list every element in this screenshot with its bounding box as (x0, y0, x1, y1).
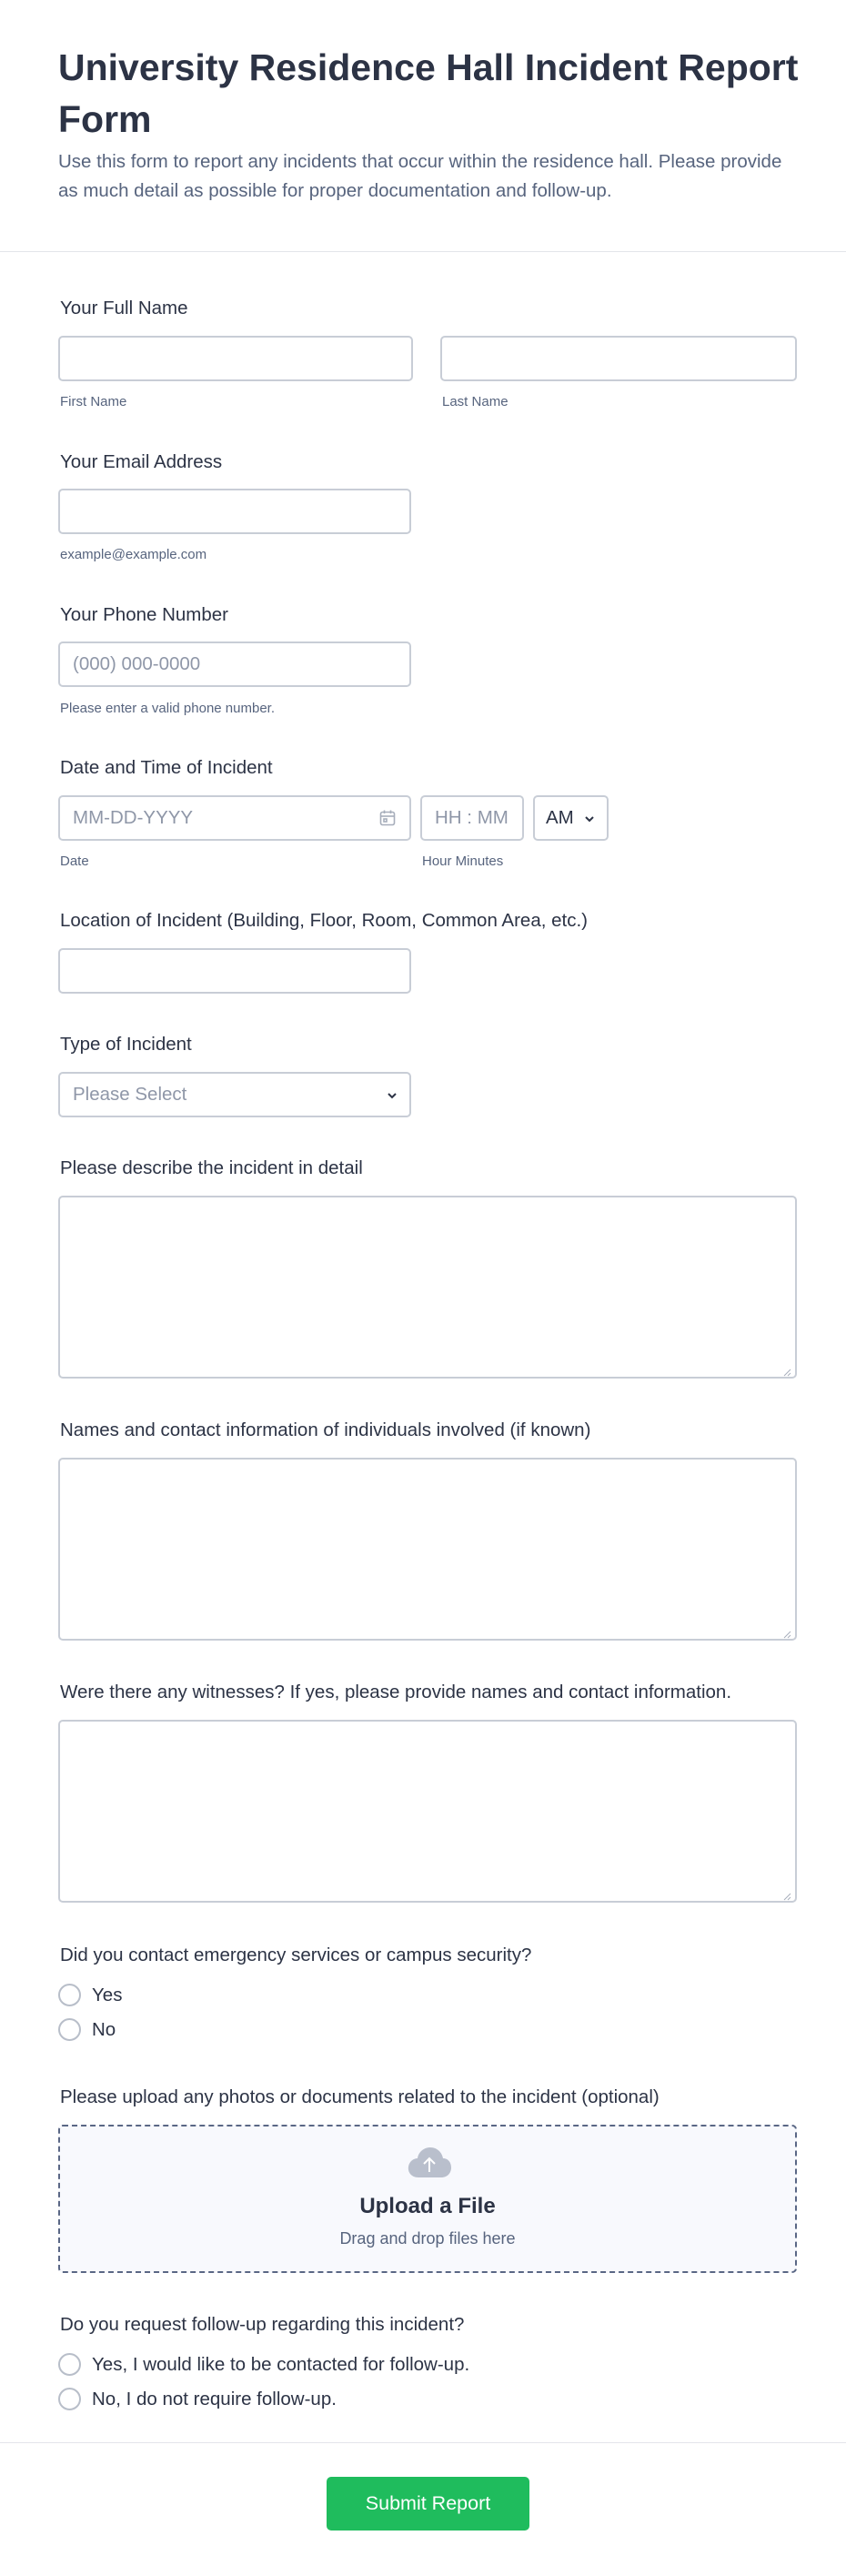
phone-sublabel: Please enter a valid phone number. (60, 701, 275, 716)
involved-textarea[interactable] (58, 1458, 797, 1641)
chevron-down-icon (583, 813, 596, 825)
resize-handle-icon[interactable] (783, 1627, 791, 1635)
date-sublabel: Date (60, 854, 89, 869)
time-placeholder: HH : MM (435, 807, 509, 828)
date-placeholder: MM-DD-YYYY (73, 807, 194, 828)
description-textarea[interactable] (58, 1196, 797, 1379)
last-name-input[interactable] (440, 336, 797, 381)
last-name-sublabel: Last Name (442, 394, 509, 409)
date-input[interactable] (58, 795, 411, 841)
upload-hint: Drag and drop files here (339, 2229, 516, 2248)
cloud-upload-icon (407, 2147, 452, 2179)
incident-type-label: Type of Incident (60, 1034, 192, 1055)
phone-label: Your Phone Number (60, 604, 229, 625)
file-upload-dropzone[interactable] (58, 2125, 797, 2273)
time-sublabel: Hour Minutes (422, 854, 504, 869)
followup-no-radio[interactable] (58, 2388, 81, 2410)
chevron-down-icon (386, 1089, 398, 1102)
followup-yes-radio[interactable] (58, 2353, 81, 2376)
emergency-yes-radio[interactable] (58, 1984, 81, 2006)
ampm-select[interactable] (533, 795, 609, 841)
calendar-icon[interactable] (378, 809, 397, 827)
email-label: Your Email Address (60, 451, 223, 472)
followup-no-label[interactable]: No, I do not require follow-up. (92, 2389, 337, 2409)
witnesses-textarea[interactable] (58, 1720, 797, 1903)
email-input[interactable] (58, 489, 411, 534)
witnesses-label: Were there any witnesses? If yes, please provide names and contact information. (60, 1682, 732, 1702)
phone-placeholder: (000) 000-0000 (73, 653, 201, 674)
form-description: Use this form to report any incidents that occur within the residence hall. Please provide as much detail as possible for proper documentation and follow-up. (58, 151, 782, 201)
resize-handle-icon[interactable] (783, 1365, 791, 1373)
email-sublabel: example@example.com (60, 547, 207, 562)
incident-type-placeholder: Please Select (73, 1084, 187, 1105)
incident-type-select[interactable] (58, 1072, 411, 1117)
resize-handle-icon[interactable] (783, 1889, 791, 1897)
form-header (0, 0, 846, 252)
form-title: University Residence Hall Incident Report Form (58, 46, 799, 140)
emergency-yes-label[interactable]: Yes (92, 1985, 123, 2005)
location-input[interactable] (58, 948, 411, 994)
datetime-label: Date and Time of Incident (60, 757, 273, 778)
emergency-no-label[interactable]: No (92, 2019, 116, 2040)
time-input[interactable] (420, 795, 524, 841)
phone-input[interactable] (58, 641, 411, 687)
description-label: Please describe the incident in detail (60, 1157, 363, 1178)
full-name-label: Your Full Name (60, 298, 188, 318)
upload-title: Upload a File (359, 2194, 496, 2218)
first-name-sublabel: First Name (60, 394, 127, 409)
submit-button[interactable]: Submit Report (327, 2477, 529, 2531)
involved-label: Names and contact information of individuals involved (if known) (60, 1419, 591, 1440)
location-label: Location of Incident (Building, Floor, Room, Common Area, etc.) (60, 910, 588, 931)
followup-yes-label[interactable]: Yes, I would like to be contacted for follow-up. (92, 2354, 470, 2375)
followup-label: Do you request follow-up regarding this incident? (60, 2314, 465, 2335)
upload-label: Please upload any photos or documents related to the incident (optional) (60, 2086, 660, 2107)
emergency-label: Did you contact emergency services or campus security? (60, 1945, 532, 1965)
first-name-input[interactable] (58, 336, 413, 381)
emergency-no-radio[interactable] (58, 2018, 81, 2041)
ampm-value: AM (546, 807, 574, 828)
